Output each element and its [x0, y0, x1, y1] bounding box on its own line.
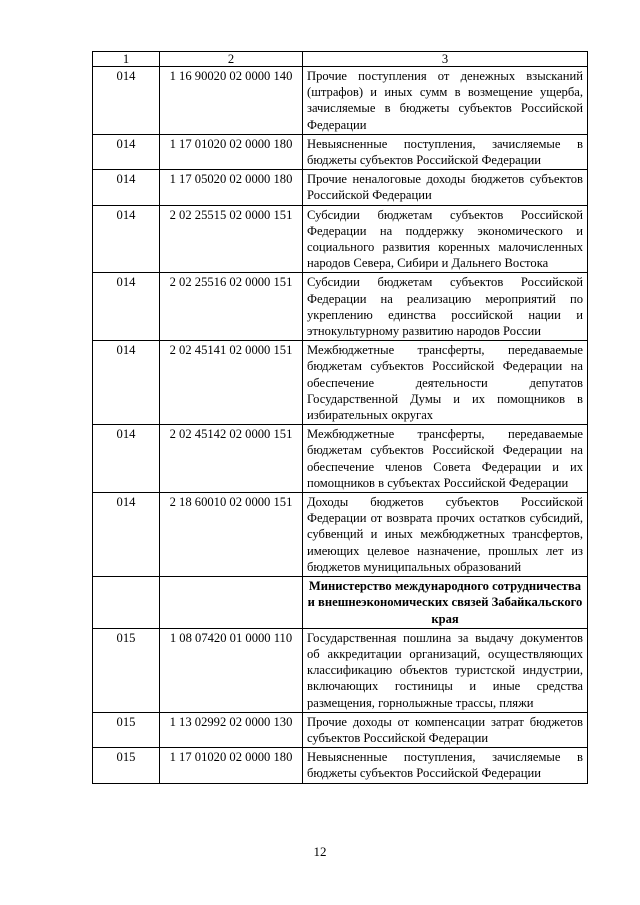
revenue-code-cell: 1 17 01020 02 0000 180 — [160, 748, 303, 783]
table-row — [93, 712, 588, 747]
revenue-code-cell: 2 02 45141 02 0000 151 — [160, 341, 303, 425]
admin-code-cell: 014 — [93, 493, 160, 577]
section-heading: Министерство международного сотрудничества и внешнеэкономических связей Забайкальского края — [303, 577, 588, 629]
section-heading-row — [93, 577, 588, 629]
admin-code-cell: 014 — [93, 170, 160, 205]
budget-codes-table — [92, 51, 588, 784]
admin-code-cell: 014 — [93, 341, 160, 425]
revenue-name-cell: Межбюджетные трансферты, передаваемые бюджетам субъектов Российской Федерации на обеспечение членов Совета Федерации и их помощников в субъектах Российской Федерации — [303, 425, 588, 493]
revenue-name-cell: Субсидии бюджетам субъектов Российской Федерации на поддержку экономического и социального развития коренных малочисленных народов Севера, Сибири и Дальнего Востока — [303, 205, 588, 273]
table-row — [93, 67, 588, 135]
table-row — [93, 628, 588, 712]
admin-code-cell: 015 — [93, 628, 160, 712]
table-row — [93, 273, 588, 341]
revenue-code-cell: 2 02 45142 02 0000 151 — [160, 425, 303, 493]
admin-code-cell: 014 — [93, 273, 160, 341]
revenue-code-cell: 1 17 01020 02 0000 180 — [160, 134, 303, 169]
table-row — [93, 425, 588, 493]
revenue-code-cell: 1 13 02992 02 0000 130 — [160, 712, 303, 747]
revenue-code-cell: 1 17 05020 02 0000 180 — [160, 170, 303, 205]
revenue-code-cell: 2 18 60010 02 0000 151 — [160, 493, 303, 577]
revenue-name-cell: Прочие поступления от денежных взысканий (штрафов) и иных сумм в возмещение ущерба, зачисляемые в бюджеты субъектов Российской Федерации — [303, 67, 588, 135]
revenue-name-cell: Субсидии бюджетам субъектов Российской Федерации на реализацию мероприятий по укреплению единства российской нации и этнокультурному развитию народов России — [303, 273, 588, 341]
admin-code-cell: 014 — [93, 425, 160, 493]
revenue-name-cell: Невыясненные поступления, зачисляемые в бюджеты субъектов Российской Федерации — [303, 748, 588, 783]
revenue-name-cell: Прочие доходы от компенсации затрат бюджетов субъектов Российской Федерации — [303, 712, 588, 747]
revenue-code-cell: 1 08 07420 01 0000 110 — [160, 628, 303, 712]
header-col-1: 1 — [93, 52, 160, 67]
page-number: 12 — [313, 844, 327, 859]
table-row — [93, 134, 588, 169]
revenue-code-cell: 2 02 25515 02 0000 151 — [160, 205, 303, 273]
header-col-2: 2 — [160, 52, 303, 67]
table-row — [93, 341, 588, 425]
table-row — [93, 170, 588, 205]
empty-cell — [160, 577, 303, 629]
table-header-row — [93, 52, 588, 67]
table-row — [93, 205, 588, 273]
revenue-name-cell: Государственная пошлина за выдачу документов об аккредитации организаций, осуществляющих классификацию объектов туристской индустрии, включающих гостиницы и иные средства размещения, горнолыжные трассы, пляжи — [303, 628, 588, 712]
revenue-name-cell: Доходы бюджетов субъектов Российской Федерации от возврата прочих остатков субсидий, субвенций и иных межбюджетных трансфертов, имеющих целевое назначение, прошлых лет из бюджетов муниципальных образований — [303, 493, 588, 577]
table-row — [93, 493, 588, 577]
revenue-code-cell: 2 02 25516 02 0000 151 — [160, 273, 303, 341]
header-col-3: 3 — [303, 52, 588, 67]
admin-code-cell: 015 — [93, 712, 160, 747]
admin-code-cell: 014 — [93, 67, 160, 135]
table-row — [93, 748, 588, 783]
revenue-code-cell: 1 16 90020 02 0000 140 — [160, 67, 303, 135]
empty-cell — [93, 577, 160, 629]
revenue-name-cell: Межбюджетные трансферты, передаваемые бюджетам субъектов Российской Федерации на обеспечение деятельности депутатов Государственной Думы и их помощников в избирательных округах — [303, 341, 588, 425]
document-page — [92, 51, 587, 784]
revenue-name-cell: Невыясненные поступления, зачисляемые в бюджеты субъектов Российской Федерации — [303, 134, 588, 169]
admin-code-cell: 014 — [93, 205, 160, 273]
admin-code-cell: 014 — [93, 134, 160, 169]
admin-code-cell: 015 — [93, 748, 160, 783]
revenue-name-cell: Прочие неналоговые доходы бюджетов субъектов Российской Федерации — [303, 170, 588, 205]
